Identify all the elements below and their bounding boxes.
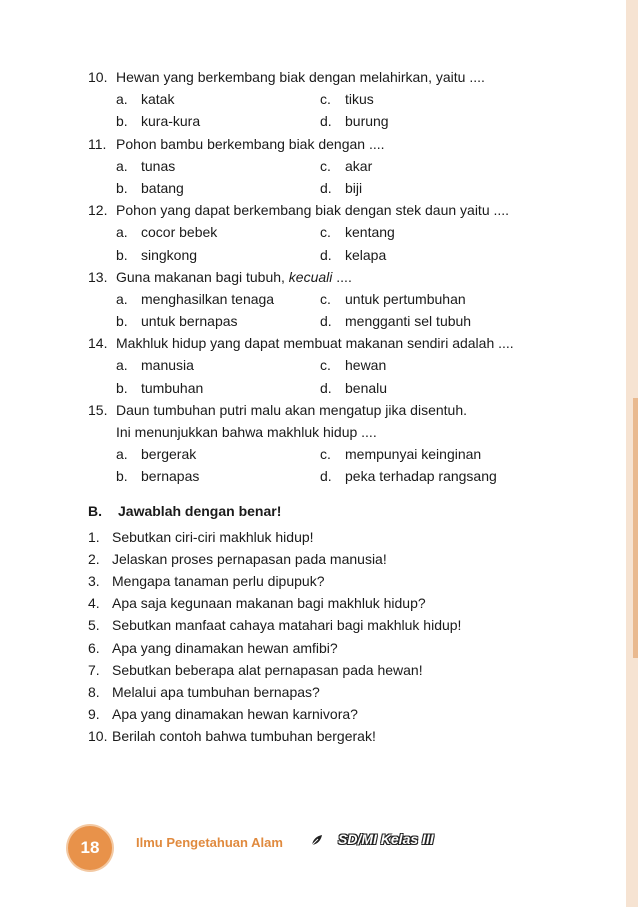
- option-text: tikus: [345, 91, 374, 108]
- section-letter: B.: [88, 502, 102, 519]
- question-text: Pohon bambu berkembang biak dengan ....: [116, 135, 385, 152]
- option-letter: a.: [116, 290, 128, 307]
- option-letter: b.: [116, 468, 128, 485]
- question: [88, 133, 588, 155]
- option-letter: b.: [116, 379, 128, 396]
- question-text-suffix: ....: [332, 268, 352, 285]
- section-title: Jawablah dengan benar!: [118, 502, 282, 519]
- question-number: 11.: [88, 135, 107, 152]
- option-text: batang: [141, 179, 184, 196]
- question-number: 15.: [88, 401, 108, 418]
- option-letter: c.: [320, 224, 331, 241]
- option-text: singkong: [141, 246, 198, 263]
- page-edge-tab: [633, 398, 638, 658]
- option-letter: d.: [320, 468, 332, 485]
- item-number: 9.: [88, 706, 100, 723]
- option-letter: a.: [116, 446, 128, 463]
- question: [88, 266, 588, 288]
- question-text: [116, 266, 352, 288]
- option-letter: b.: [116, 313, 128, 330]
- item-number: 7.: [88, 661, 100, 678]
- option-letter: a.: [116, 91, 128, 108]
- option-text: mengganti sel tubuh: [345, 313, 472, 330]
- option-row: [88, 310, 588, 332]
- option-letter: a.: [116, 357, 128, 374]
- item-number: 3.: [88, 572, 100, 589]
- question-text-emphasis: kecuali: [288, 268, 333, 285]
- item-number: 10.: [88, 728, 108, 745]
- list-item: [88, 592, 588, 614]
- option-letter: c.: [320, 446, 331, 463]
- option-text: untuk pertumbuhan: [345, 290, 466, 307]
- question-continuation: [88, 421, 588, 443]
- option-text: tumbuhan: [141, 379, 204, 396]
- footer-subject: Ilmu Pengetahuan Alam: [136, 835, 283, 850]
- question-text: Ini menunjukkan bahwa makhluk hidup ....: [116, 424, 377, 440]
- option-text: kentang: [345, 224, 395, 241]
- option-text: untuk bernapas: [141, 313, 238, 330]
- option-text: burung: [345, 113, 389, 130]
- option-text: hewan: [345, 357, 387, 374]
- option-row: [88, 288, 588, 310]
- option-row: [88, 110, 588, 132]
- page-footer: [60, 826, 480, 872]
- option-row: [88, 221, 588, 243]
- item-text: Apa yang dinamakan hewan amfibi?: [112, 639, 338, 656]
- list-item: [88, 548, 588, 570]
- item-number: 8.: [88, 683, 100, 700]
- option-text: cocor bebek: [141, 224, 218, 241]
- option-row: [88, 465, 588, 487]
- item-number: 1.: [88, 528, 100, 545]
- item-text: Sebutkan beberapa alat pernapasan pada hewan!: [112, 661, 423, 678]
- question-text: Pohon yang dapat berkembang biak dengan stek daun yaitu ....: [116, 202, 510, 219]
- option-letter: b.: [116, 246, 128, 263]
- question-text: Daun tumbuhan putri malu akan mengatup jika disentuh.: [116, 401, 467, 418]
- option-text: biji: [345, 179, 363, 196]
- option-letter: a.: [116, 224, 128, 241]
- item-text: Melalui apa tumbuhan bernapas?: [112, 683, 320, 700]
- question: [88, 66, 588, 88]
- option-text: menghasilkan tenaga: [141, 290, 275, 307]
- option-row: [88, 244, 588, 266]
- item-number: 5.: [88, 617, 100, 634]
- item-text: Mengapa tanaman perlu dipupuk?: [112, 572, 325, 589]
- list-item: [88, 725, 588, 747]
- option-row: [88, 354, 588, 376]
- option-row: [88, 443, 588, 465]
- list-item: [88, 681, 588, 703]
- option-row: [88, 377, 588, 399]
- item-text: Sebutkan manfaat cahaya matahari bagi makhluk hidup!: [112, 617, 462, 634]
- question-number: 10.: [88, 69, 108, 85]
- option-letter: b.: [116, 113, 128, 130]
- item-number: 4.: [88, 595, 100, 612]
- option-letter: c.: [320, 91, 331, 108]
- option-letter: c.: [320, 157, 331, 174]
- option-text: manusia: [141, 357, 194, 374]
- option-row: [88, 177, 588, 199]
- item-number: 2.: [88, 550, 100, 567]
- question-text: Hewan yang berkembang biak dengan melahirkan, yaitu ....: [116, 69, 485, 85]
- list-item: [88, 570, 588, 592]
- option-letter: d.: [320, 246, 332, 263]
- option-letter: d.: [320, 379, 332, 396]
- option-text: peka terhadap rangsang: [345, 468, 497, 485]
- worksheet-content: [88, 66, 588, 747]
- item-number: 6.: [88, 639, 100, 656]
- option-row: [88, 88, 588, 110]
- item-text: Jelaskan proses pernapasan pada manusia!: [112, 550, 387, 567]
- question-text-prefix: Guna makanan bagi tubuh,: [116, 268, 289, 285]
- footer-grade: SD/MI Kelas III: [338, 831, 434, 847]
- option-text: bernapas: [141, 468, 200, 485]
- option-letter: c.: [320, 290, 331, 307]
- option-letter: b.: [116, 179, 128, 196]
- list-item: [88, 703, 588, 725]
- option-text: bergerak: [141, 446, 197, 463]
- option-text: kura-kura: [141, 113, 201, 130]
- question-number: 12.: [88, 202, 108, 219]
- item-text: Sebutkan ciri-ciri makhluk hidup!: [112, 528, 314, 545]
- question: [88, 199, 588, 221]
- list-item: [88, 526, 588, 548]
- page-number-badge: 18: [68, 826, 112, 870]
- option-text: tunas: [141, 157, 176, 174]
- question: [88, 332, 588, 354]
- option-text: akar: [345, 157, 373, 174]
- list-item: [88, 637, 588, 659]
- section-b: [88, 500, 588, 748]
- option-letter: d.: [320, 313, 332, 330]
- question-text: Makhluk hidup yang dapat membuat makanan sendiri adalah ....: [116, 335, 514, 352]
- option-text: benalu: [345, 379, 388, 396]
- question-number: 14.: [88, 335, 108, 352]
- section-heading: [88, 500, 588, 526]
- list-item: [88, 614, 588, 636]
- item-text: Apa yang dinamakan hewan karnivora?: [112, 706, 358, 723]
- question-number: 13.: [88, 268, 108, 285]
- option-text: katak: [141, 91, 175, 108]
- option-letter: a.: [116, 157, 128, 174]
- option-letter: d.: [320, 113, 332, 130]
- option-text: mempunyai keinginan: [345, 446, 482, 463]
- item-text: Berilah contoh bahwa tumbuhan bergerak!: [112, 728, 376, 745]
- option-letter: c.: [320, 357, 331, 374]
- leaf-icon: [310, 833, 324, 850]
- list-item: [88, 659, 588, 681]
- option-row: [88, 155, 588, 177]
- option-letter: d.: [320, 179, 332, 196]
- option-text: kelapa: [345, 246, 387, 263]
- question: [88, 399, 588, 421]
- item-text: Apa saja kegunaan makanan bagi makhluk hidup?: [112, 595, 426, 612]
